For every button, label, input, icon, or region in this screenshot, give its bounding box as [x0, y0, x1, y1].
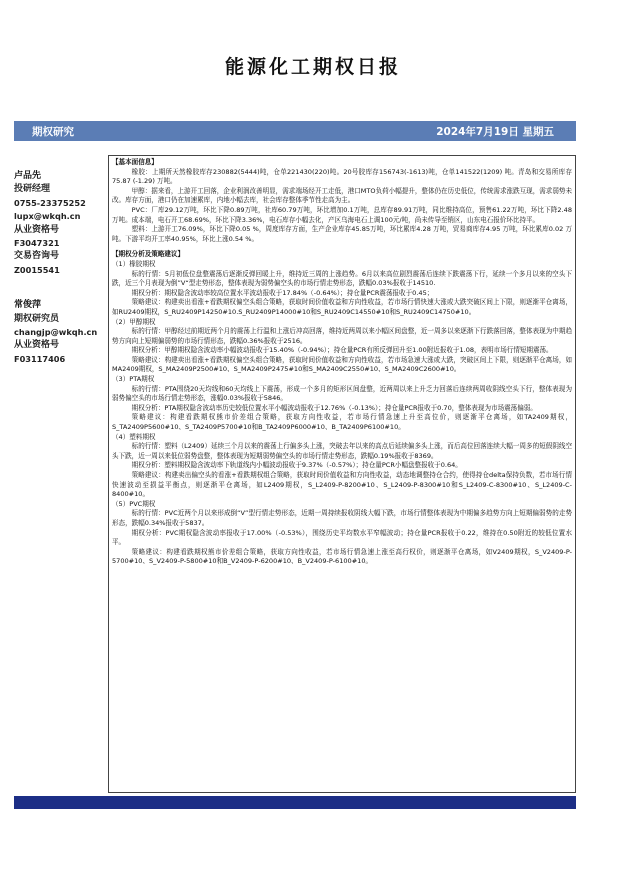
analyst-cert: F03117406 — [14, 353, 66, 364]
option-market: 标的行情：PVC近两个月以来形成倒“V”型行情走势形态，近期一周持续报收阴线大幅下跌，市场行情整体表现为中期偏多趋势方向上短期偏弱势的走势形态，跌幅0.34%报收于5837。 — [112, 509, 572, 527]
basic-paragraph-pvc: PVC：厂库29.12万吨，环比下降0.89万吨，社库60.79万吨，环比增加0.1万吨，总库存89.91万吨，同比维持高位，预售61.22万吨，环比下降2.48万吨。成本端，电石开工68.69%，环比下降3.36%，电石库存小幅去化，产区乌海电石上调100元/吨，尚未传导至销区，山东电石报价环比持平。 — [112, 205, 572, 224]
analyst-advisory-label: 交易咨询号 — [14, 251, 60, 262]
option-analysis: 期权分析：塑料期权隐含波动率下轨道线内小幅波动报收于9.37%（-0.57%）；持仓量PCR小幅盘整报收于0.64。 — [131, 461, 462, 470]
option-block-title: （4）塑料期权 — [112, 432, 156, 441]
option-strategy: 策略建议：构建卖出看涨+看跌期权偏空头组合策略，获取时间价值收益和方向性收益，若市场行情快速大涨或大跌突破区间上下限，则逐渐平仓离场，如RU2409期权，S_RU2409P14250#10.S_RU2409P14000#10和S_RU2409C14550#10和S_RU2409C14750#10。 — [112, 298, 572, 316]
banner-date: 2024年7月19日 星期五 — [436, 126, 554, 138]
option-block-title: （2）甲醇期权 — [112, 317, 156, 326]
option-block-title: （5）PVC期权 — [112, 499, 156, 508]
footer-bar — [14, 796, 576, 809]
option-analysis: 期权分析：甲醇期权隐含波动率小幅波动报收于15.40%（-0.94%）；持仓量PCR有所反弹回升至1.00附近报收于1.08，表明市场行情短期震荡。 — [131, 346, 553, 355]
basic-paragraph-methanol: 甲醇：据来看，上游开工回落，企业利润改善明显，需求端场经开工走低，港口MTO负荷小幅提升，整体仍在历史低位，传统需求涨跌互现，需求弱势未改。库存方面，港口仍在加速累库，内地小幅去库，社会库存整体季节性走高为主。 — [112, 186, 572, 205]
analyst-advisory: Z0015541 — [14, 264, 60, 275]
option-analysis: 期权分析：PVC期权隐含波动率报收于17.00%（-0.53%），围绕历史平均数水平窄幅波动；持仓量PCR报收于0.22，维持在0.50附近的较低位置水平。 — [112, 528, 572, 547]
option-market: 标的行情：塑料（L2409）延续三个月以来的震荡上行偏多头上涨，突破去年以来的高点后延续偏多头上涨，而后高位回落连续大幅一周多的短假阴线空头下跌，近一周以来低位弱势盘整，整体表现为短期弱势偏空头的市场行情走势形态，跌幅0.19%报收于8369。 — [112, 442, 572, 460]
report-body — [108, 155, 576, 793]
basic-paragraph-plastic: 塑料：上游开工76.09%，环比下降0.05 %，周度库存方面，生产企业库存45.85万吨，环比累库4.28 万吨，贸易商库存4.95 万吨，环比累库0.02 万吨。下游平均开工率40.95%，环比上涨0.54 %。 — [112, 225, 572, 243]
option-market: 标的行情：5月初低位盘整震荡后逐渐反弹回暖上升，维持近三周的上涨趋势。6月以来高位剧烈震荡后连续下跌震荡下行，延续一个多月以来的空头下跌，近三个月表现为倒”V“型走势形态，整体表现为弱势偏空头的市场行情走势形态，跌幅0.03%报收于14510. — [112, 269, 572, 288]
option-market: 标的行情：甲醇经过前期近两个月的震荡上行温和上涨后冲高回落，维持近两周以来小幅区间盘整，近一周多以来逐渐下行跌落回落，整体表现为中期趋势方向向上短期偏弱势的市场行情形态，跌幅0.36%报收于2516。 — [112, 327, 572, 345]
analyst-role: 期权研究员 — [14, 313, 60, 324]
analyst-cert-label: 从业资格号 — [14, 340, 60, 351]
analysis-section-header: 【期权分析及策略建议】 — [112, 250, 185, 259]
analyst-cert: F3047321 — [14, 238, 60, 249]
option-analysis: 期权分析：PTA期权隐含波动率历史较低位置水平小幅波动报收于12.76%（-0.13%）；持仓量PCR报收于0.70，整体表现为市场震荡偏弱。 — [131, 403, 537, 412]
basic-paragraph-rubber: 橡胶：上期所天然橡胶库存230882(5444)吨，仓单221430(220)吨。20号胶库存156743(-1613)吨，仓单141522(1209) 吨。青岛和交易所库存75.87 (-1.29) 万吨。 — [112, 167, 572, 186]
option-block-title: （3）PTA期权 — [112, 375, 155, 384]
analyst-name: 常俊萍 — [14, 300, 42, 311]
report-title: 能源化工期权日报 — [224, 56, 401, 78]
header-banner — [14, 121, 576, 141]
analyst-email[interactable]: changjp@wkqh.cn — [14, 327, 98, 338]
option-strategy: 策略建议：构建看跌期权熊市价差组合策略，获取方向性收益，若市场行情急速上涨至高行权价，则逐渐平仓离场，如V2409期权，S_V2409-P-5700#10、S_V2409-P-5800#10和B_V2409-P-6200#10、B_V2409-P-6100#10。 — [112, 547, 572, 566]
basic-section-header: 【基本面信息】 — [112, 158, 158, 166]
option-block-title: （1）橡胶期权 — [112, 259, 156, 268]
option-strategy: 策略建议：构建卖出看涨+看跌期权偏空头组合策略，获取时间价值收益和方向性收益，若市场急速大涨或大跌，突破区间上下限，则逐渐平仓离场，如MA2409期权，S_MA2409P2500#10、S_MA2409P2475#10和S_MA2409C2550#10、S_MA2409C2600#10。 — [112, 355, 572, 374]
option-strategy: 策略建议：构建看跌期权熊市价差组合策略，获取方向性收益，若市场行情急速上升至高位价，则逐渐平仓离场，如TA2409期权，S_TA2409P5600#10、S_TA2409P5700#10和B_TA2409P6000#10、B_TA2409P6100#10。 — [112, 413, 572, 432]
banner-category: 期权研究 — [32, 126, 74, 138]
analyst-name: 卢品先 — [14, 171, 42, 181]
analyst-role: 投研经理 — [14, 184, 51, 195]
option-strategy: 策略建议：构建卖出偏空头的看涨+看跌期权组合策略，获取时间价值收益和方向性收益，动态地调整持仓合约，使得持仓delta保持负数，若市场行情快速波动至损益平衡点，则逐渐平仓离场，如L2409期权，S_L2409-P-8200#10、S_L2409-P-8300#10和S_L2409-C-8300#10、S_L2409-C-8400#10。 — [112, 471, 572, 499]
analyst-phone: 0755-23375252 — [14, 197, 86, 208]
analyst-sidebar — [14, 170, 106, 366]
option-analysis: 期权分析：期权隐含波动率较高位置水平波动报收于17.84%（-0.64%）；持仓量PCR震荡报收于0.45； — [131, 288, 434, 297]
analyst-email[interactable]: lupx@wkqh.cn — [14, 211, 81, 222]
analyst-cert-label: 从业资格号 — [14, 224, 60, 235]
option-market: 标的行情：PTA围绕20天均线和60天均线上下震荡，形成一个多月的矩形区间盘整，近两周以来上升乏力回落后连续两周收阴线空头下行，整体表现为弱势偏空头的市场行情走势形态，涨幅0.03%报收于5846。 — [112, 384, 572, 403]
